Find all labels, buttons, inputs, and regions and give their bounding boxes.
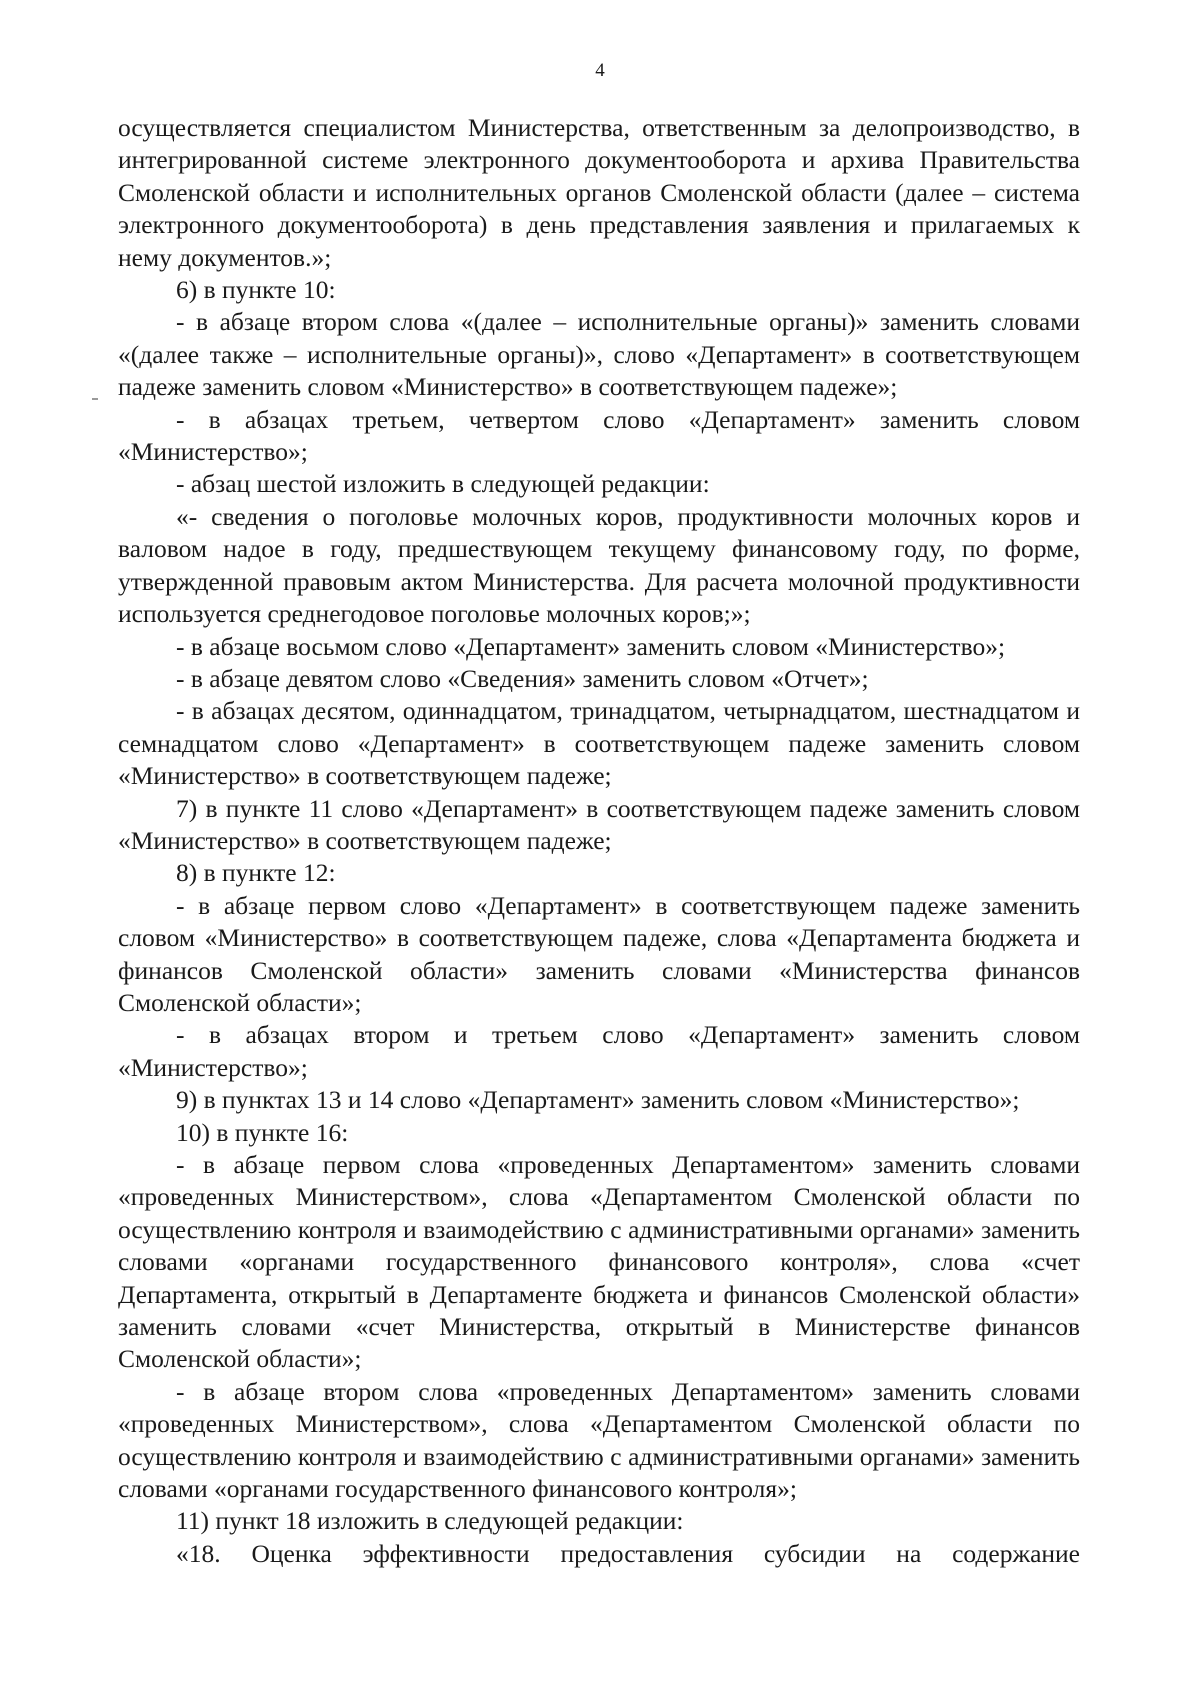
item-18-wording-start: «18. Оценка эффективности предоставления субсидии на содержание <box>176 1538 1080 1568</box>
item-6-paragraphs-3-4: - в абзацах третьем, четвертом слово «Департамент» заменить словом «Министерство»; <box>118 404 1080 467</box>
item-9: 9) в пунктах 13 и 14 слово «Департамент» заменить словом «Министерство»; <box>176 1085 1020 1115</box>
item-10-heading: 10) в пункте 16: <box>176 1117 349 1147</box>
document-body <box>118 112 1080 1570</box>
item-6-paragraph-9: - в абзаце девятом слово «Сведения» заменить словом «Отчет»; <box>176 663 869 693</box>
item-6-paragraphs-10-17: - в абзацах десятом, одиннадцатом, тринадцатом, четырнадцатом, шестнадцатом и семнадцатом слово «Департамент» в соответствующем падеже заменить словом «Министерство» в соответствующем падеже; <box>118 696 1080 791</box>
item-8-paragraph-1: - в абзаце первом слово «Департамент» в соответствующем падеже заменить словом «Министерство» в соответствующем падеже, слова «Департамента бюджета и финансов Смоленской области» заменить словами «Министерства финансов Смоленской области»; <box>118 890 1080 1017</box>
item-6-paragraph-6: - абзац шестой изложить в следующей редакции: <box>176 469 710 499</box>
margin-mark <box>92 398 98 400</box>
item-6-new-wording: «- сведения о поголовье молочных коров, продуктивности молочных коров и валовом надое в году, предшествующем текущему финансовому году, по форме, утвержденной правовым актом Министерства. Для расчета молочной продуктивности используется среднегодовое поголовье молочных коров;»; <box>118 501 1080 629</box>
paragraph-continuation: осуществляется специалистом Министерства, ответственным за делопроизводство, в интегрированной системе электронного документооборота и архива Правительства Смоленской области и исполнительных органов Смоленской области (далее – система электронного документооборота) в день представления заявления и прилагаемых к нему документов.»; <box>118 113 1080 272</box>
item-6-heading: 6) в пункте 10: <box>176 275 336 305</box>
item-8-paragraphs-2-3: - в абзацах втором и третьем слово «Департамент» заменить словом «Министерство»; <box>118 1020 1080 1082</box>
item-10-paragraph-1: - в абзаце первом слова «проведенных Департаментом» заменить словами «проведенных Министерством», слова «Департаментом Смоленской области по осуществлению контроля и взаимодействию с административными органами» заменить словами «органами государственного финансового контроля», слова «счет Департамента, открытый в Департаменте бюджета и финансов Смоленской области» заменить словами «счет Министерства, открытый в Министерстве финансов Смоленской области»; <box>118 1150 1080 1374</box>
item-6-paragraph-2: - в абзаце втором слова «(далее – исполнительные органы)» заменить словами «(далее также – исполнительные органы)», слово «Департамент» в соответствующем падеже заменить словом «Министерство» в соответствующем падеже»; <box>118 307 1080 402</box>
item-6-paragraph-8: - в абзаце восьмом слово «Департамент» заменить словом «Министерство»; <box>176 631 1006 661</box>
page-number: 4 <box>595 60 605 81</box>
item-11-heading: 11) пункт 18 изложить в следующей редакции: <box>176 1506 684 1536</box>
item-7: 7) в пункте 11 слово «Департамент» в соответствующем падеже заменить словом «Министерство» в соответствующем падеже; <box>118 793 1080 855</box>
item-8-heading: 8) в пункте 12: <box>176 858 336 888</box>
item-10-paragraph-2: - в абзаце втором слова «проведенных Департаментом» заменить словами «проведенных Министерством», слова «Департаментом Смоленской области по осуществлению контроля и взаимодействию с административными органами» заменить словами «органами государственного финансового контроля»; <box>118 1376 1080 1504</box>
